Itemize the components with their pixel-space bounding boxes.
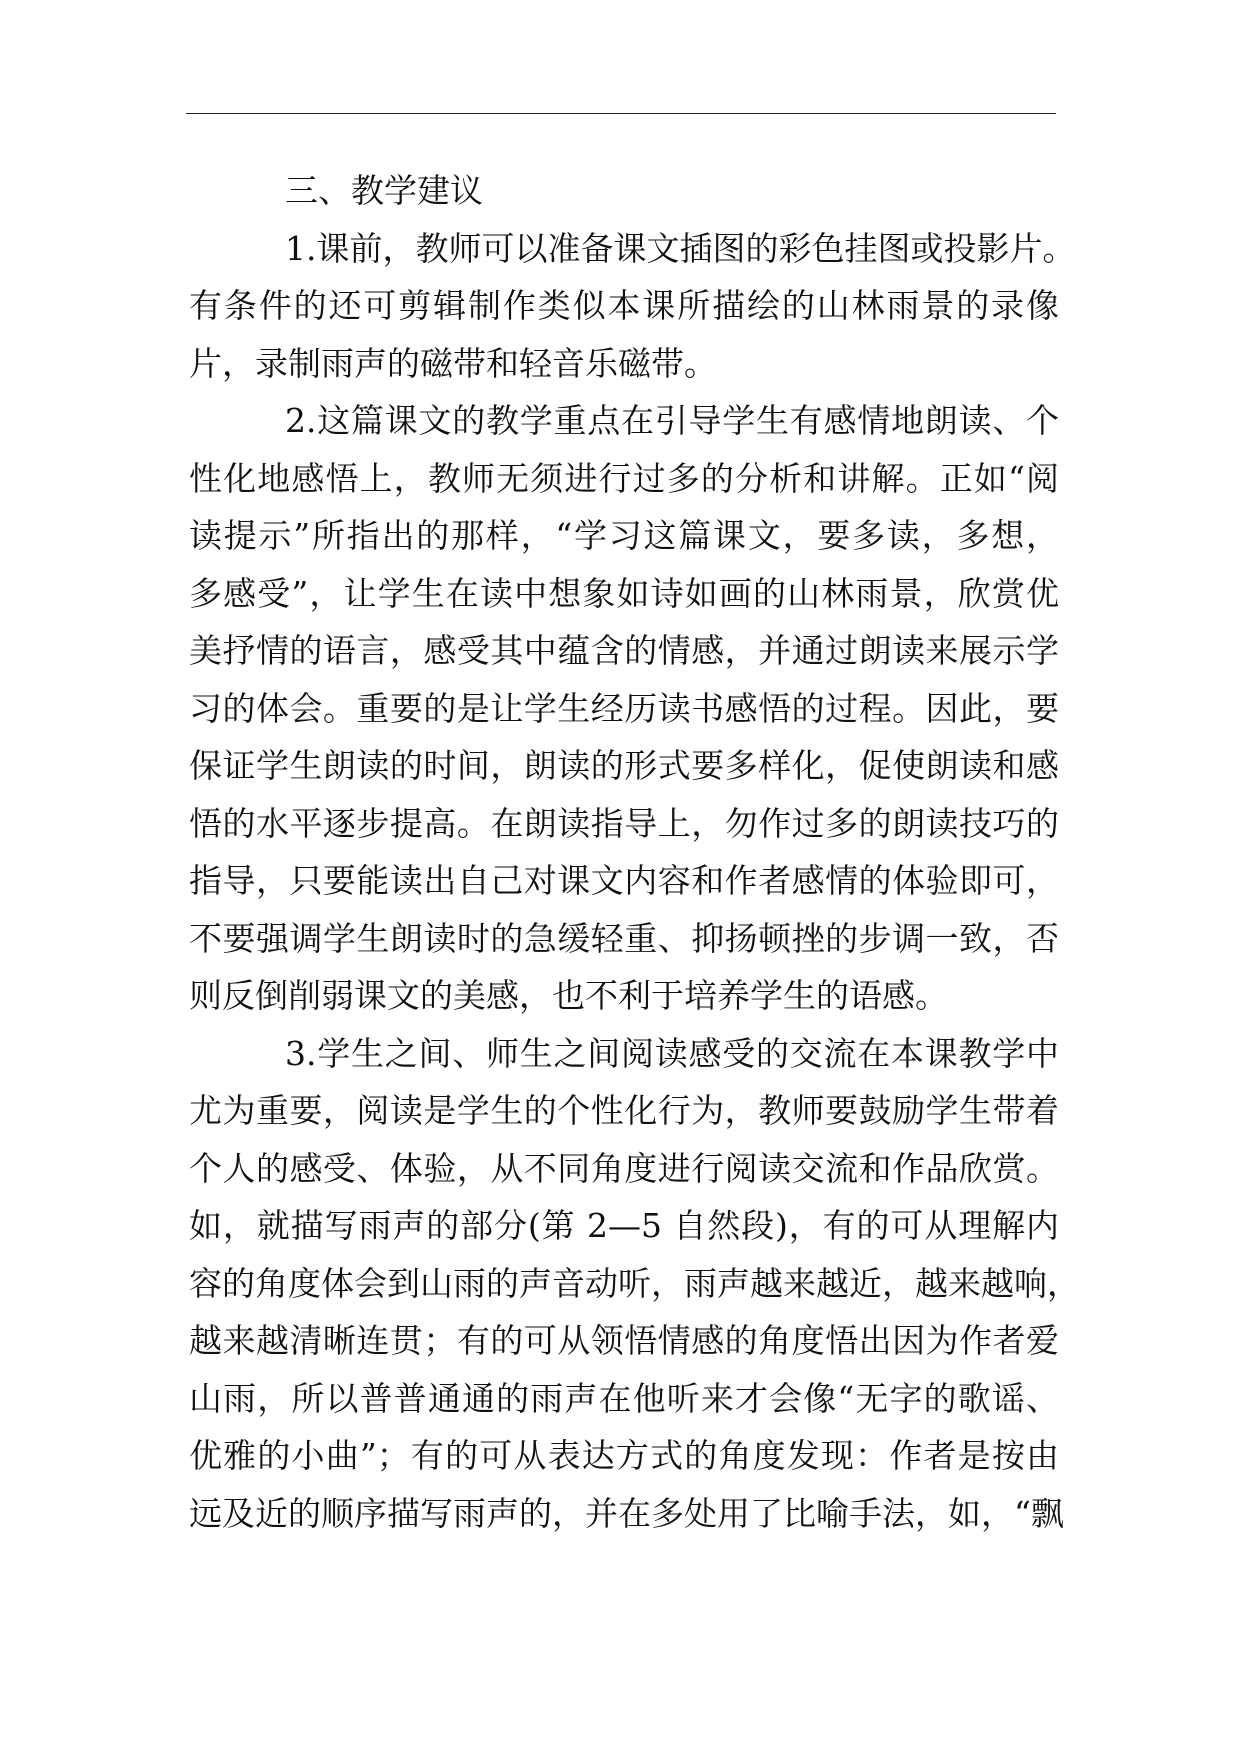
paragraph-2-line-3: 读提示”所指出的那样，“学习这篇课文，要多读，多想， (189, 516, 1059, 555)
section-title: 三、教学建议 (285, 171, 483, 210)
document-body (189, 162, 1080, 1542)
paragraph-2-line-11: 则反倒削弱课文的美感，也不利于培养学生的语感。 (189, 976, 948, 1015)
paragraph-1-line-3: 片，录制雨声的磁带和轻音乐磁带。 (189, 343, 717, 383)
paragraph-3-line-7: 山雨，所以普普通通的雨声在他听来才会像“无字的歌谣、 (189, 1378, 1059, 1418)
paragraph-3-line-6: 越来越清晰连贯；有的可从领悟情感的角度悟出因为作者爱 (189, 1321, 1059, 1360)
paragraph-2-line-7: 保证学生朗读的时间，朗读的形式要多样化，促使朗读和感 (189, 746, 1059, 785)
paragraph-2-line-1: 2.这篇课文的教学重点在引导学生有感情地朗读、个 (285, 401, 1059, 440)
header-rule (186, 113, 1056, 114)
paragraph-3-line-9: 远及近的顺序描写雨声的，并在多处用了比喻手法，如，“飘 (189, 1493, 1064, 1533)
paragraph-3-line-5: 容的角度体会到山雨的声音动听，雨声越来越近，越来越响， (189, 1263, 1080, 1303)
paragraph-3-line-1: 3.学生之间、师生之间阅读感受的交流在本课教学中 (285, 1033, 1059, 1073)
paragraph-2-line-5: 美抒情的语言，感受其中蕴含的情感，并通过朗读来展示学 (189, 631, 1059, 670)
paragraph-1-line-2: 有条件的还可剪辑制作类似本课所描绘的山林雨景的录像 (189, 286, 1059, 325)
paragraph-2-line-9: 指导，只要能读出自己对课文内容和作者感情的体验即可， (189, 861, 1059, 900)
paragraph-2-line-8: 悟的水平逐步提高。在朗读指导上，勿作过多的朗读技巧的 (189, 803, 1059, 843)
paragraph-2-line-10: 不要强调学生朗读时的急缓轻重、抑扬顿挫的步调一致，否 (189, 918, 1059, 958)
paragraph-3-line-8: 优雅的小曲”；有的可从表达方式的角度发现：作者是按由 (189, 1436, 1059, 1475)
paragraph-2-line-2: 性化地感悟上，教师无须进行过多的分析和讲解。正如“阅 (189, 458, 1059, 498)
paragraph-3-line-3: 个人的感受、体验，从不同角度进行阅读交流和作品欣赏。 (189, 1148, 1059, 1188)
paragraph-3-line-2: 尤为重要，阅读是学生的个性化行为，教师要鼓励学生带着 (189, 1091, 1059, 1130)
paragraph-2-line-6: 习的体会。重要的是让学生经历读书感悟的过程。因此，要 (189, 688, 1059, 728)
paragraph-2-line-4: 多感受”，让学生在读中想象如诗如画的山林雨景，欣赏优 (189, 573, 1059, 613)
paragraph-1-line-1: 1.课前，教师可以准备课文插图的彩色挂图或投影片。 (285, 228, 1076, 268)
paragraph-3-line-4: 如，就描写雨声的部分(第 2—5 自然段)，有的可从理解内 (189, 1206, 1059, 1245)
